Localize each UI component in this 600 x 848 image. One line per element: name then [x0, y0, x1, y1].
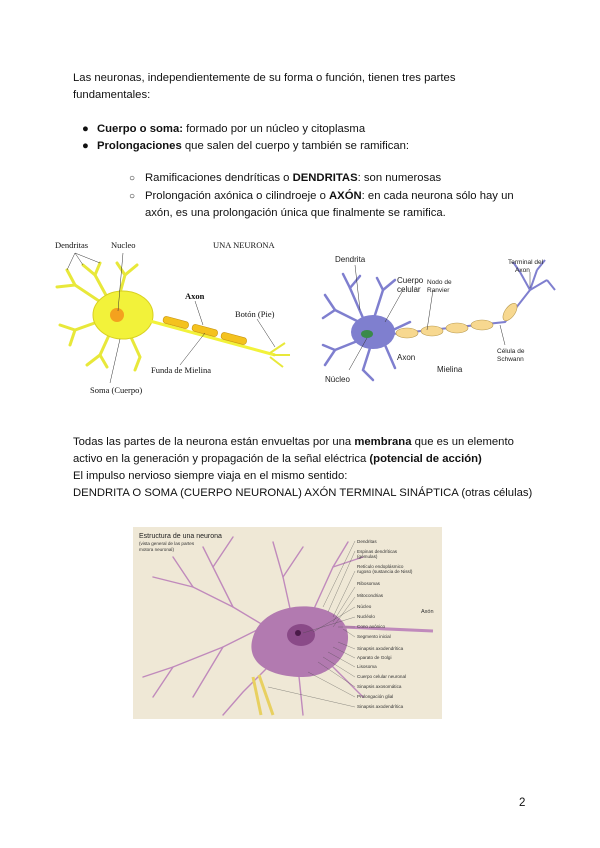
fig3-label: Lisosoma [357, 664, 377, 669]
para2-text: Todas las partes de la neurona están envueltas por una [73, 436, 355, 448]
fig3-subtitle-2: motora neuronal) [139, 547, 174, 552]
bullet-dot-icon: ● [82, 123, 89, 135]
sub-bullet-axon-cont [127, 205, 547, 223]
membrane-paragraph [73, 434, 563, 502]
fig3-label: Aparato de Golgi [357, 655, 392, 660]
sub-bullet-text: : en cada neurona sólo hay un [361, 189, 514, 202]
sub-bullet-text: Ramificaciones dendríticas o [145, 172, 293, 184]
bullet-dot-icon: ● [82, 140, 89, 152]
fig3-nucleus [287, 624, 315, 646]
fig1-label-boton: Botón (Pie) [235, 309, 275, 319]
bullet-prolongaciones-text: que salen del cuerpo y también se ramifican: [181, 140, 410, 152]
para2-line-3: El impulso nervioso siempre viaja en el mismo sentido: [73, 470, 348, 482]
fig2-label-celula-2: Schwann [497, 356, 524, 363]
figure-neuron-2 [315, 250, 560, 390]
fig3-label-axon: Axón [421, 609, 434, 615]
fig3-label: Sinapsis axosomática [357, 684, 402, 689]
para2-bold: (potencial de acción) [369, 453, 482, 465]
fig3-label: Sinapsis axodendrítica [357, 704, 404, 709]
bullet-soma-text: formado por un núcleo y citoplasma [183, 123, 366, 135]
fig3-label: Cuerpo celular neuronal [357, 674, 407, 679]
main-bullet-list [73, 121, 553, 155]
intro-line-2: fundamentales: [73, 89, 151, 101]
fig2-label-terminal-2: Axon [515, 267, 530, 274]
fig2-soma [351, 315, 395, 349]
fig2-label-axon: Axon [397, 353, 416, 362]
fig2-label-cuerpo-1: Cuerpo [397, 276, 424, 285]
para2-line-4: DENDRITA O SOMA (CUERPO NEURONAL) AXÓN TERMINAL SINÁPTICA (otras células) [73, 487, 533, 499]
bullet-soma [73, 121, 553, 138]
sub-bullet-dendritas [127, 170, 547, 188]
fig1-label-soma: Soma (Cuerpo) [90, 385, 143, 395]
bullet-soma-bold: Cuerpo o soma: [97, 123, 183, 135]
fig3-label: Retículo endoplásmico [357, 564, 404, 569]
page-number: 2 [519, 797, 526, 809]
fig3-label: Dendritas [357, 539, 377, 544]
fig2-label-celula-1: Célula de [497, 348, 525, 355]
fig1-label-funda: Funda de Mielina [151, 365, 211, 375]
fig3-label: Segmento inicial [357, 634, 391, 639]
sub-bullet-list [127, 170, 547, 223]
fig3-label: Cono axónico [357, 624, 386, 629]
fig3-label: Mitocondrias [357, 593, 384, 598]
bullet-prolongaciones-bold: Prolongaciones [97, 140, 182, 152]
sub-bullet-axon [127, 188, 547, 206]
fig2-label-nodo-1: Nodo de [427, 279, 452, 286]
bullet-prolongaciones [73, 138, 553, 155]
fig2-label-nodo-2: Ranvier [427, 287, 450, 294]
fig3-label: Ribosomas [357, 581, 380, 586]
fig1-title: UNA NEURONA [213, 240, 275, 250]
figure-neuron-1 [45, 235, 295, 400]
fig3-nucleolus [295, 630, 301, 636]
fig3-subtitle-1: (vista general de las partes [139, 541, 195, 546]
fig1-label-nucleo: Nucleo [111, 240, 136, 250]
intro-paragraph [73, 70, 553, 104]
fig1-label-dendritas: Dendritas [55, 240, 89, 250]
fig2-label-terminal-1: Terminal del [508, 259, 544, 266]
fig3-label: Prolongación glial [357, 694, 394, 699]
circle-bullet-icon: ○ [129, 190, 136, 202]
fig2-label-mielina: Mielina [437, 365, 463, 374]
fig2-label-nucleo: Núcleo [325, 375, 350, 384]
sub-bullet-text: Prolongación axónica o cilindroeje o [145, 189, 330, 202]
fig1-label-axon: Axon [185, 291, 205, 301]
sub-bullet-text: : son numerosas [357, 172, 442, 184]
figure-neuron-detailed [133, 527, 442, 719]
fig2-label-cuerpo-2: celular [397, 285, 421, 294]
fig3-label: Espinas dendríticas [357, 549, 398, 554]
fig1-myelin [162, 316, 247, 345]
para2-text: que es un elemento [411, 436, 514, 448]
fig1-nucleus [110, 308, 124, 322]
para2-line-1 [73, 434, 563, 451]
para2-bold: membrana [354, 436, 412, 448]
circle-bullet-icon: ○ [129, 173, 136, 184]
fig3-label: (gémulas) [357, 554, 378, 559]
sub-bullet-bold: DENDRITAS [292, 172, 358, 184]
intro-line-1: Las neuronas, independientemente de su forma o función, tienen tres partes [73, 72, 456, 84]
fig1-axon-terminal [270, 343, 290, 367]
fig3-label: rugoso (sustancia de Nissl) [357, 569, 413, 574]
sub-bullet-text: axón, es una prolongación única que finalmente se ramifica. [145, 207, 446, 219]
fig2-nucleus [361, 330, 373, 338]
para2-line-2 [73, 451, 563, 468]
fig3-title: Estructura de una neurona [139, 533, 222, 540]
fig3-label: Núcleo [357, 604, 372, 609]
fig3-label: Sinapsis axodendrítica [357, 646, 404, 651]
sub-bullet-bold: AXÓN [329, 189, 362, 202]
fig3-label: Nucléolo [357, 614, 375, 619]
fig1-axon [150, 321, 275, 355]
fig2-myelin [396, 301, 520, 338]
fig2-label-dendrita: Dendrita [335, 255, 366, 264]
para2-text: activo en la generación y propagación de la señal eléctrica [73, 453, 370, 465]
